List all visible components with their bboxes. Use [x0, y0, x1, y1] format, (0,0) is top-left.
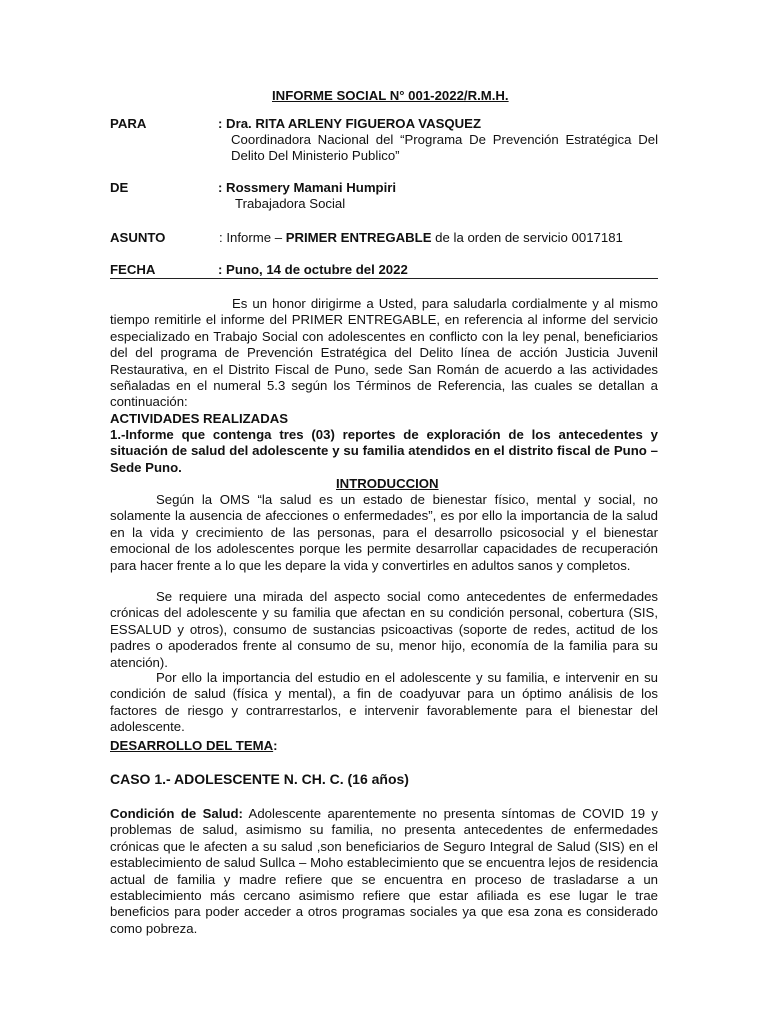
intro-paragraph: Es un honor dirigirme a Usted, para saludarla cordialmente y al mismo tiempo remitirle el informe del PRIMER ENTREGABLE, en referencia al informe del servicio especializado en Trabajo Social con adolescentes en conflicto con la ley penal, beneficiarios del del programa de Prevención Estratégica del Delito línea de acción Justicia Juvenil Restaurativa, en el Distrito Fiscal de Puno, sede San Román de acuerdo a las actividades señaladas en el numeral 5.3 según los Términos de Referencia, las cuales se detallan a continuación: [110, 296, 658, 410]
introduccion-paragraph-3: Por ello la importancia del estudio en el adolescente y su familia, e intervenir en su condición de salud (física y mental), a fin de coadyuvar para un óptimo análisis de los factores de riesgo y contrarrestarlos, e intervenir favorablemente para el bienestar del adolescente. [110, 670, 658, 735]
asunto-label: ASUNTO [110, 230, 166, 245]
de-role: Trabajadora Social [235, 196, 346, 211]
de-name: : Rossmery Mamani Humpiri [218, 180, 397, 195]
report-title: INFORME SOCIAL N° 001-2022/R.M.H. [272, 88, 509, 103]
para-name: : Dra. RITA ARLENY FIGUEROA VASQUEZ [218, 116, 482, 131]
introduccion-heading: INTRODUCCION [336, 476, 439, 491]
fecha-value: : Puno, 14 de octubre del 2022 [218, 262, 408, 277]
caso-1-heading: CASO 1.- ADOLESCENTE N. CH. C. (16 años) [110, 771, 409, 787]
para-label: PARA [110, 116, 147, 131]
fecha-label: FECHA [110, 262, 156, 277]
para-role: Coordinadora Nacional del “Programa De Prevención Estratégica Del Delito Del Ministerio Publico” [231, 132, 658, 164]
activity-item-1: 1.-Informe que contenga tres (03) reportes de exploración de los antecedentes y situación de salud del adolescente y su familia atendidos en el distrito fiscal de Puno – Sede Puno. [110, 427, 658, 475]
desarrollo-heading: DESARROLLO DEL TEMA: [110, 738, 278, 753]
condicion-salud-paragraph: Condición de Salud: Adolescente aparentemente no presenta síntomas de COVID 19 y problemas de salud, asimismo su familia, no presenta antecedentes de enfermedades crónicas que le afecten a su salud ,son beneficiarios de Seguro Integral de Salud (SIS) en el establecimiento de salud Sullca – Moho establecimiento que se encuentra lejos de residencia actual de familia y madre refiere que se encuentra en proceso de trasladarse a un establecimiento más cercano asimismo refiere que estar afiliada es ese lugar le trae beneficios para poder acceder a otros programas sociales ya que esa zona es considerado como pobreza. [110, 806, 659, 936]
asunto-text: : Informe – PRIMER ENTREGABLE de la orden de servicio 0017181 [219, 230, 623, 245]
de-label: DE [110, 180, 129, 195]
introduccion-paragraph-2: Se requiere una mirada del aspecto social como antecedentes de enfermedades crónicas del adolescente y su familia que afectan en su condición personal, cobertura (SIS, ESSALUD y otros), consumo de sustancias psicoactivas (soporte de redes, actitud de los padres o apoderados frente al consumo de su, menor hijo, economía de la familia para su atención). [110, 589, 658, 670]
introduccion-paragraph-1: Según la OMS “la salud es un estado de bienestar físico, mental y social, no solamente la ausencia de afecciones o enfermedades”, es por ello la importancia de la salud en la vida y crecimiento de las personas, para el desarrollo psicosocial y el bienestar emocional de los adolescentes porque les permite desarrollar capacidades de recuperación para hacer frente a lo que les depare la vida y convertirles en adultos sanos y completos. [110, 492, 658, 573]
header-divider [110, 278, 658, 279]
activities-heading: ACTIVIDADES REALIZADAS [110, 411, 289, 426]
